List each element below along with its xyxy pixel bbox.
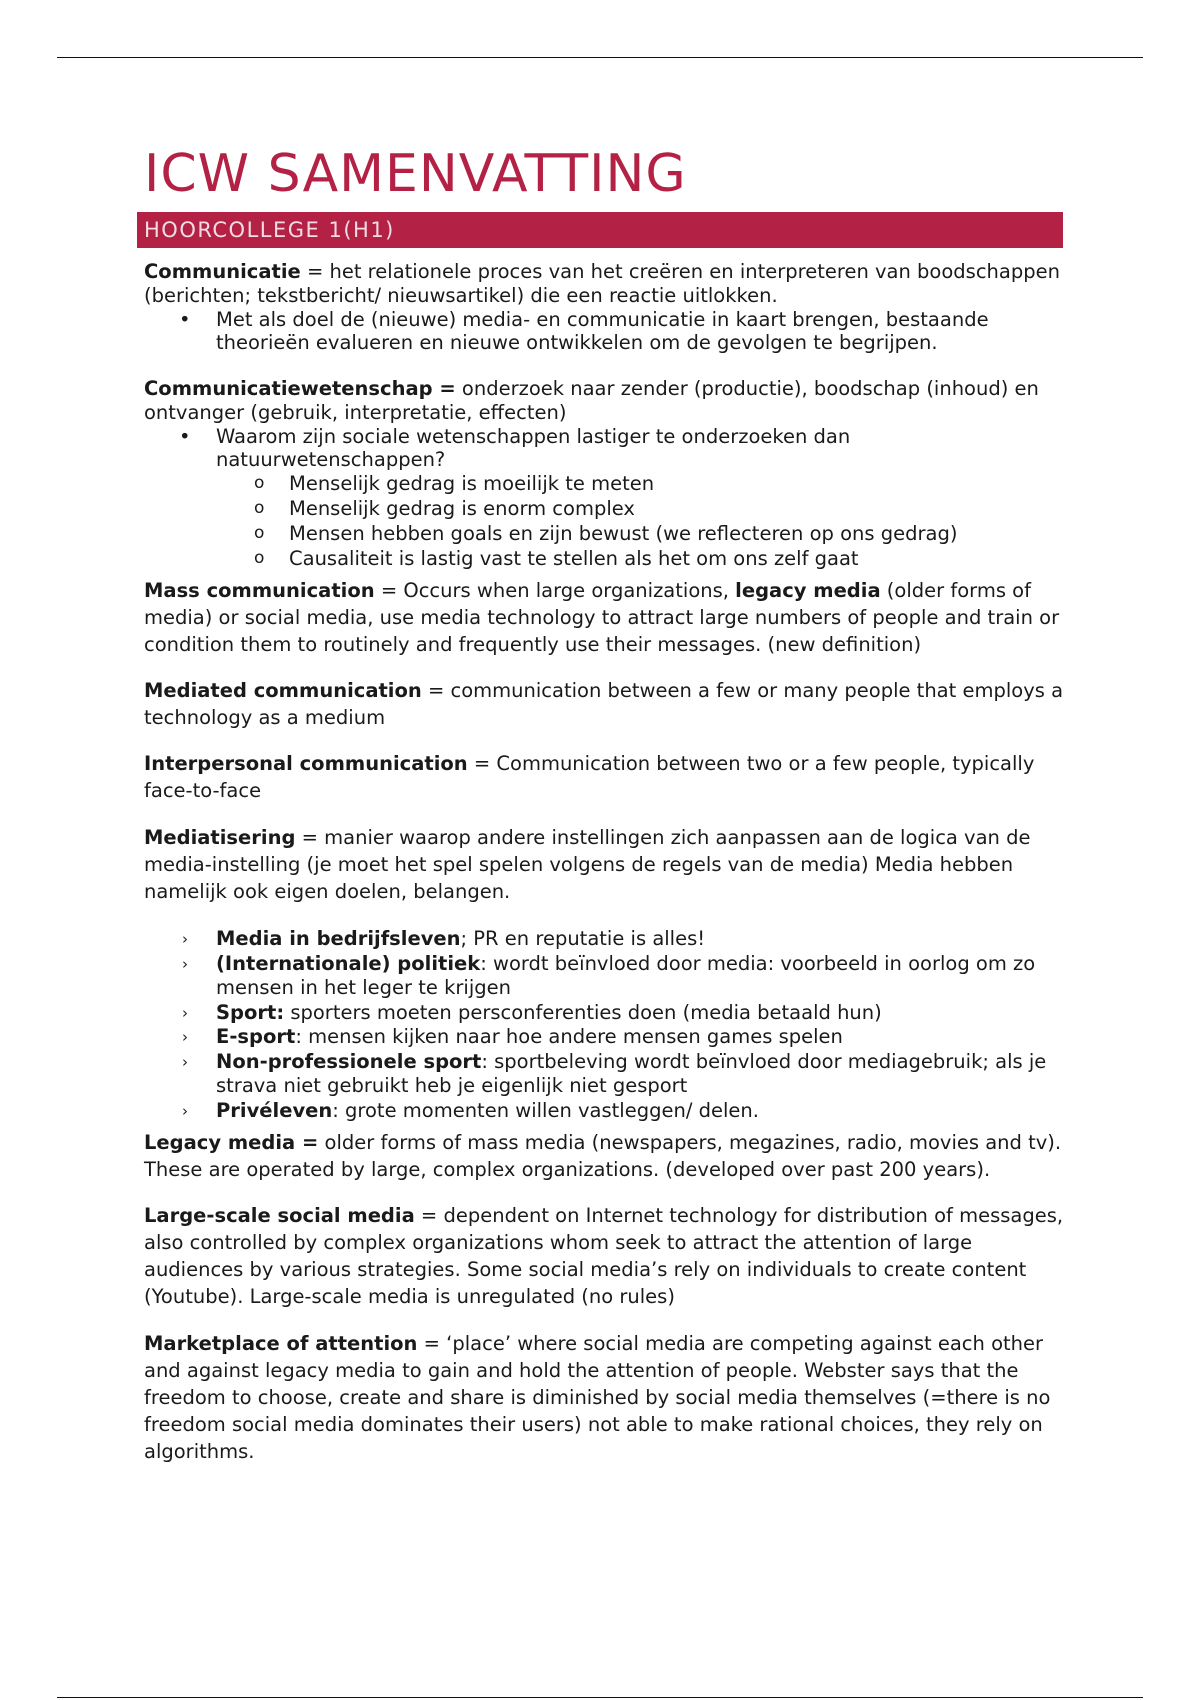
definition-interpersonal-communication: [144, 750, 1064, 804]
term: Communicatie: [144, 260, 301, 283]
list-item: o Causaliteit is lastig vast te stellen als het om ons zelf gaat: [144, 546, 1064, 571]
term: Legacy media =: [144, 1131, 319, 1154]
definition-text: onderzoek naar zender (productie), boodschap (inhoud) en ontvanger (gebruik, interpretatie, effecten): [144, 377, 1039, 424]
list-item-text: : wordt beïnvloed door media: voorbeeld in oorlog om zo mensen in het leger te krijgen: [216, 951, 1036, 999]
list-item-text: ; PR en reputatie is alles!: [460, 927, 706, 950]
bullet-list: [144, 308, 1064, 354]
term: Mediated communication: [144, 679, 422, 702]
term: Sport:: [216, 1000, 285, 1024]
list-item-text: : mensen kijken naar hoe andere mensen games spelen: [295, 1025, 843, 1048]
definition-communicatiewetenschap: [144, 377, 1064, 425]
list-item: o Mensen hebben goals en zijn bewust (we reflecteren op ons gedrag): [144, 521, 1064, 546]
document-body: [144, 140, 1064, 1465]
list-item: [144, 952, 1064, 1001]
list-item: o Menselijk gedrag is enorm complex: [144, 496, 1064, 521]
list-item: [144, 1099, 1064, 1124]
list-item: [144, 1050, 1064, 1099]
list-item: • Met als doel de (nieuwe) media- en communicatie in kaart brengen, bestaande theorieën evalueren en nieuwe ontwikkelen om de gevolgen te begrijpen.: [144, 308, 1064, 354]
list-item-text: : grote momenten willen vastleggen/ delen.: [332, 1098, 759, 1122]
definition-text: = ‘place’ where social media are competing against each other and against legacy media to gain and hold the attention of people. Webster says that the freedom to choose, create and share is diminished by social media themselves (=there is no freedom social media dominates their users) not able to make rational choices, they rely on algorithms.: [144, 1332, 1051, 1463]
list-item: [144, 1025, 1064, 1050]
term: Mass communication: [144, 579, 375, 602]
list-item-text: Waarom zijn sociale wetenschappen lastiger te onderzoeken dan natuurwetenschappen?: [216, 425, 851, 471]
definition-text: = Occurs when large organizations,: [374, 579, 736, 602]
definition-large-scale-social-media: [144, 1202, 1064, 1310]
definition-mediated-communication: [144, 677, 1064, 731]
definition-legacy-media: [144, 1129, 1064, 1183]
document-title: ICW SAMENVATTING: [144, 144, 687, 204]
definition-text: = manier waarop andere instellingen zich aanpassen aan de logica van de media-instelling (je moet het spel spelen volgens de regels van de media) Media hebben namelijk ook eigen doelen, belangen.: [144, 826, 1031, 903]
term: (Internationale) politiek: [216, 951, 481, 975]
definition-text: = het relationele proces van het creëren en interpreteren van boodschappen (berichten; tekstbericht/ nieuwsartikel) die een reactie uitlokken.: [144, 260, 1060, 307]
section-heading: HOORCOLLEGE 1(H1): [137, 212, 1063, 248]
term: Non-professionele sport: [216, 1049, 482, 1073]
arrow-list: [144, 927, 1064, 1123]
term: Interpersonal communication: [144, 752, 468, 775]
list-item-text: sporters moeten persconferenties doen (media betaald hun): [284, 1000, 882, 1024]
term: Marketplace of attention: [144, 1332, 418, 1355]
definition-communicatie: [144, 260, 1064, 308]
definition-text: = Communication between two or a few people, typically face-to-face: [144, 752, 1035, 802]
definition-text: older forms of mass media (newspapers, megazines, radio, movies and tv). These are operated by large, complex organizations. (developed over past 200 years).: [144, 1131, 1062, 1181]
list-item: [144, 1001, 1064, 1026]
term: Media in bedrijfsleven: [216, 927, 461, 950]
definition-mediatisering: [144, 824, 1064, 905]
term: Large-scale social media: [144, 1204, 415, 1227]
definition-text: = communication between a few or many people that employs a technology as a medium: [144, 679, 1064, 729]
list-item-text: : sportbeleving wordt beïnvloed door mediagebruik; als je strava niet gebruikt heb je eigenlijk niet gesport: [216, 1049, 1047, 1097]
list-item: o Menselijk gedrag is moeilijk te meten: [144, 471, 1064, 496]
definition-mass-communication: [144, 577, 1064, 658]
definition-marketplace-of-attention: [144, 1330, 1064, 1465]
term: Mediatisering: [144, 826, 296, 849]
header-rule: [57, 57, 1143, 58]
list-item: [144, 927, 1064, 952]
term: Privéleven: [216, 1098, 333, 1122]
term: Communicatiewetenschap =: [144, 377, 456, 400]
sub-bullet-list: [144, 471, 1064, 571]
term: legacy media: [735, 579, 881, 602]
bullet-list: [144, 425, 1064, 571]
footer-rule: [57, 1697, 1143, 1698]
definition-text: (older forms of media) or social media, use media technology to attract large numbers of people and train or condition them to routinely and frequently use their messages. (new definition): [144, 579, 1060, 656]
definition-text: = dependent on Internet technology for distribution of messages, also controlled by complex organizations whom seek to attract the attention of large audiences by various strategies. Some social media’s rely on individuals to create content (Youtube). Large-scale media is unregulated (no rules): [144, 1204, 1064, 1308]
term: E-sport: [216, 1025, 296, 1048]
list-item: [144, 425, 1064, 571]
